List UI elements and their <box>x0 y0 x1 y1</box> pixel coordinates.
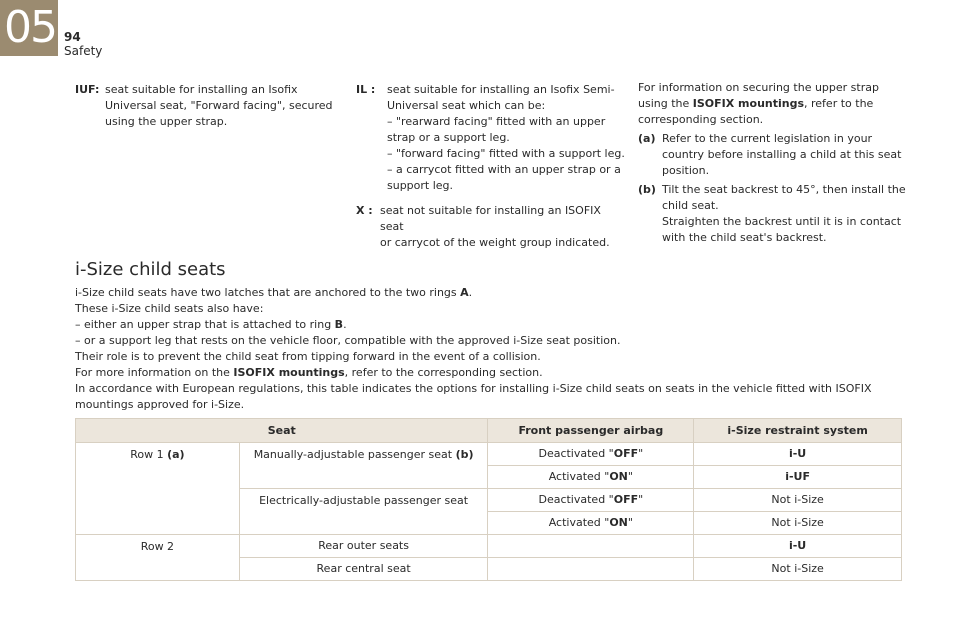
definition-line: – a carrycot fitted with an upper strap or a <box>387 163 621 176</box>
airbag-cell <box>488 489 694 512</box>
definition-term: X : <box>356 204 373 217</box>
airbag-cell <box>488 466 694 489</box>
definition-term: IL : <box>356 83 376 96</box>
section-name: Safety <box>64 44 103 58</box>
text: Deactivated " <box>538 493 614 506</box>
note-text: Tilt the seat backrest to 45°, then install the child seat. <box>662 183 906 212</box>
airbag-cell <box>488 443 694 466</box>
definition-line: or carrycot of the weight group indicated. <box>380 236 610 249</box>
note-mark: (b) <box>638 183 656 196</box>
definition-iuf <box>75 82 335 130</box>
definition-line: – "rearward facing" fitted with an upper <box>387 115 606 128</box>
paragraph: – or a support leg that rests on the vehicle floor, compatible with the approved i-Size seat position. <box>75 334 621 347</box>
seat-cell: Rear outer seats <box>239 535 488 558</box>
table-row <box>76 535 902 558</box>
system-cell: Not i-Size <box>694 512 902 535</box>
paragraph: Their role is to prevent the child seat from tipping forward in the event of a collision. <box>75 350 541 363</box>
note-a <box>638 131 906 179</box>
definition-line: Universal seat, "Forward facing", secured <box>105 99 333 112</box>
note-mark: (a) <box>638 132 656 145</box>
ring-b-label: B <box>334 318 344 331</box>
system-value: i-U <box>788 539 807 552</box>
system-value: i-U <box>788 447 807 460</box>
electric-seat-cell <box>239 489 488 535</box>
note-text: Refer to the current legislation in your country before installing a child at this seat position. <box>662 132 902 177</box>
seat-cell: Rear central seat <box>239 558 488 581</box>
definition-text <box>75 82 335 130</box>
paragraph <box>75 365 905 381</box>
text: Manually-adjustable passenger seat <box>253 448 456 461</box>
system-cell <box>694 466 902 489</box>
upper-strap-intro <box>638 80 906 128</box>
isize-table <box>75 418 902 581</box>
text: – either an upper strap that is attached to ring <box>75 318 335 331</box>
airbag-state: ON <box>609 516 628 529</box>
system-cell <box>694 443 902 466</box>
text: Deactivated " <box>538 447 614 460</box>
table-header-row <box>76 419 902 443</box>
definitions-left <box>75 82 335 130</box>
text: " <box>627 470 633 483</box>
definition-line: using the upper strap. <box>105 115 228 128</box>
definition-x <box>356 203 626 251</box>
text: Activated " <box>548 516 610 529</box>
airbag-cell <box>488 535 694 558</box>
airbag-cell <box>488 512 694 535</box>
row1-label <box>76 443 240 535</box>
system-cell: Not i-Size <box>694 558 902 581</box>
definition-line: – "forward facing" fitted with a support leg. <box>387 147 625 160</box>
text: i-Size child seats have two latches that are anchored to the two rings <box>75 286 461 299</box>
note-b <box>638 182 906 246</box>
isofix-link-text: ISOFIX mountings <box>692 97 805 110</box>
definition-il <box>356 82 626 194</box>
isofix-link-text: ISOFIX mountings <box>233 366 345 379</box>
text: . <box>468 286 473 299</box>
definition-term: IUF: <box>75 83 100 96</box>
definition-line: Universal seat which can be: <box>387 99 546 112</box>
page-number: 94 <box>64 30 81 44</box>
definition-text <box>356 203 626 251</box>
airbag-cell <box>488 558 694 581</box>
text: " <box>638 447 644 460</box>
paragraph: These i-Size child seats also have: <box>75 302 264 315</box>
ring-a-label: A <box>460 286 469 299</box>
text: Activated " <box>548 470 610 483</box>
note-text: Straighten the backrest until it is in contact with the child seat's backrest. <box>662 215 902 244</box>
manual-seat-cell <box>239 443 488 489</box>
definition-line: seat suitable for installing an Isofix <box>105 83 298 96</box>
definitions-middle <box>356 82 626 251</box>
text: " <box>627 516 633 529</box>
row2-label: Row 2 <box>76 535 240 581</box>
header-seat: Seat <box>76 419 488 443</box>
notes-column <box>638 80 906 246</box>
airbag-state: OFF <box>613 493 639 506</box>
text: Row 1 <box>130 448 168 461</box>
note-ref: (b) <box>455 448 474 461</box>
text: Electrically-adjustable passenger seat <box>259 494 469 507</box>
chapter-tab <box>0 0 58 56</box>
text: , refer to the corresponding section. <box>344 366 543 379</box>
definition-line: seat suitable for installing an Isofix Semi- <box>387 83 615 96</box>
section-heading: i-Size child seats <box>75 259 226 280</box>
text: " <box>638 493 644 506</box>
text: . <box>343 318 347 331</box>
intro-text: , refer to the corresponding section. <box>638 97 874 126</box>
paragraph: In accordance with European regulations, this table indicates the options for installing i-Size child seats on seats in the vehicle fitted with ISOFIX mountings approved for i-Size. <box>75 382 872 411</box>
definition-line: seat not suitable for installing an ISOFIX seat <box>380 204 601 233</box>
text: For more information on the <box>75 366 234 379</box>
chapter-number: 05 <box>4 2 56 53</box>
isize-body <box>75 285 905 413</box>
header-system: i-Size restraint system <box>694 419 902 443</box>
definition-text <box>356 82 626 194</box>
system-cell: Not i-Size <box>694 489 902 512</box>
intro-text: For information on securing the upper strap using the <box>638 81 879 110</box>
header-airbag: Front passenger airbag <box>488 419 694 443</box>
airbag-state: OFF <box>613 447 639 460</box>
system-cell <box>694 535 902 558</box>
definition-line: strap or a support leg. <box>387 131 510 144</box>
system-value: i-UF <box>785 470 810 483</box>
airbag-state: ON <box>609 470 628 483</box>
definition-line: support leg. <box>387 179 454 192</box>
paragraph <box>75 317 905 333</box>
paragraph <box>75 285 905 301</box>
note-ref: (a) <box>167 448 185 461</box>
table-row <box>76 443 902 466</box>
